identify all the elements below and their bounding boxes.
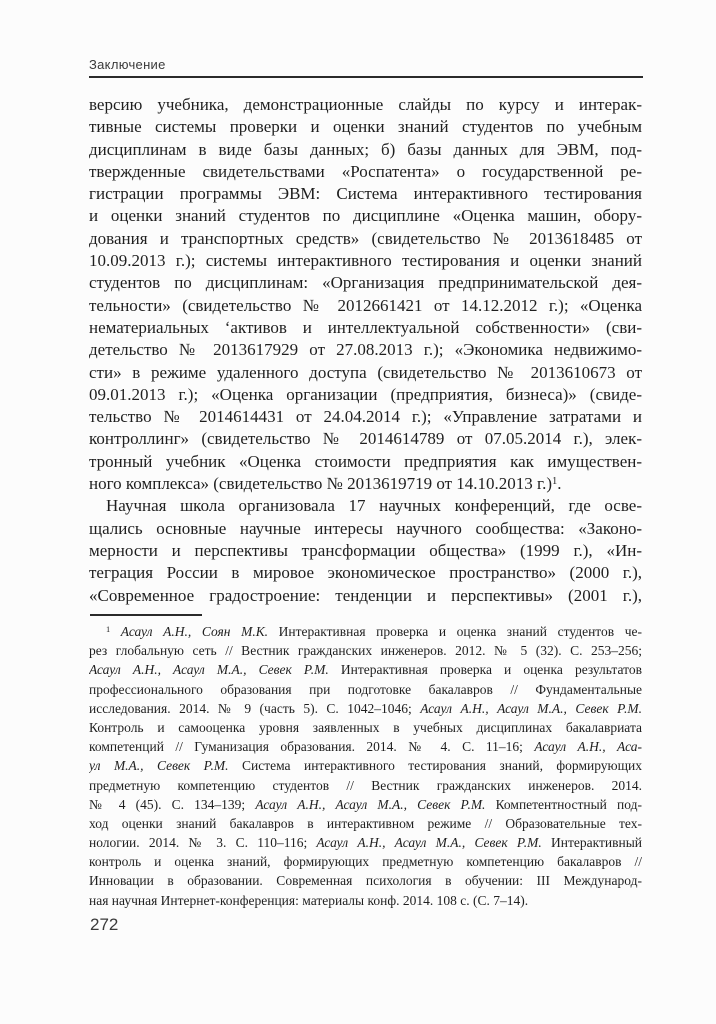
text-line	[89, 295, 642, 317]
text-segment: ного комплекса» (свидетельство № 2013619719 от 14.10.2013 г.)	[89, 474, 553, 494]
text-segment: и оценки знаний студентов по дисциплине «Оценка машин, обору-	[89, 206, 642, 226]
text-segment: Асаул А.Н., Асаул М.А., Севек Р.М.	[316, 835, 542, 851]
text-line	[89, 518, 642, 540]
text-line	[89, 585, 642, 607]
text-line	[89, 756, 642, 775]
text-segment: студентов по дисциплинам: «Организация предпринимательской дея-	[89, 273, 642, 293]
text-segment: рез глобальную сеть // Вестник гражданских инженеров. 2012. № 5 (32). С. 253–256;	[89, 643, 642, 659]
text-line	[89, 339, 642, 361]
text-segment: нологии. 2014. № 3. С. 110–116;	[89, 835, 317, 851]
text-line	[89, 228, 642, 250]
text-segment: щались основные научные интересы научного сообщества: «Законо-	[89, 518, 642, 538]
text-segment: Асаул А.Н., Асаул М.А., Севек Р.М.	[255, 796, 486, 812]
text-line	[89, 540, 642, 562]
text-line	[89, 406, 642, 428]
text-segment: Компетентностный под-	[485, 796, 642, 812]
text-line	[89, 317, 642, 339]
text-segment: .	[557, 474, 562, 494]
text-line	[89, 428, 642, 450]
footnote-marker: 1	[552, 476, 558, 488]
text-segment: Асаул А.Н., Аса-	[534, 739, 642, 755]
text-segment: Асаул А.Н., Асаул М.А., Севек Р.М.	[89, 662, 329, 678]
text-segment: Инновации в образовании. Современная психология в обучении: III Международ-	[89, 873, 642, 889]
page-number: 272	[90, 915, 119, 934]
text-segment: дования и транспортных средств» (свидетельство № 2013618485 от	[89, 228, 642, 248]
text-line	[89, 622, 642, 641]
text-segment: Асаул А.Н., Соян М.К.	[120, 624, 269, 639]
text-segment: мерности и перспективы трансформации общества» (1999 г.), «Ин-	[89, 540, 642, 560]
text-line	[89, 473, 642, 495]
text-line	[89, 795, 642, 814]
text-segment: № 4 (45). С. 134–139;	[89, 796, 256, 812]
footnote	[89, 622, 642, 910]
header-rule	[89, 76, 643, 78]
text-line	[89, 495, 642, 517]
text-line	[89, 139, 642, 161]
text-segment: Контроль и самооценка уровня заявленных в учебных дисциплинах бакалавриата	[89, 719, 642, 735]
text-line	[89, 699, 642, 718]
text-segment: ная научная Интернет-конференция: материалы конф. 2014. 108 с. (С. 7–14).	[89, 892, 529, 908]
text-line	[89, 362, 642, 384]
text-line	[89, 814, 642, 833]
text-line	[89, 891, 642, 910]
text-segment	[110, 624, 121, 639]
text-line	[89, 641, 642, 660]
text-segment: нематериальных ‘активов и интеллектуальной собственности» (сви-	[89, 317, 642, 337]
text-line	[89, 94, 642, 116]
text-segment: твержденные свидетельствами «Роспатента» о государственной ре-	[89, 161, 642, 181]
text-segment: Интерактивный	[541, 835, 642, 851]
text-segment: сти» в режиме удаленного доступа (свидетельство № 2013610673 от	[89, 362, 642, 382]
text-line	[89, 852, 642, 871]
text-segment: исследования. 2014. № 9 (часть 5). С. 1042–1046;	[89, 700, 421, 716]
text-segment: ход оценки знаний бакалавров в интерактивном режиме // Образовательные тех-	[89, 815, 642, 831]
text-segment: предметную компетенцию студентов // Вестник гражданских инженеров. 2014.	[89, 777, 642, 793]
footnote-separator	[90, 614, 202, 616]
text-segment: компетенций // Гуманизация образования. 2014. № 4. С. 11–16;	[89, 739, 535, 755]
text-segment: профессионального образования при подготовке бакалавров // Фундаментальные	[89, 681, 642, 697]
text-segment: 10.09.2013 г.); системы интерактивного тестирования и оценки знаний	[89, 251, 642, 271]
text-segment: контроль и оценка знаний, формирующих предметную компетенцию бакалавров //	[89, 854, 642, 870]
text-line	[89, 833, 642, 852]
text-line	[89, 161, 642, 183]
text-segment: «Современное градостроение: тенденции и перспективы» (2001 г.),	[89, 585, 642, 605]
text-line	[89, 272, 642, 294]
text-segment: тельности» (свидетельство № 2012661421 от 14.12.2012 г.); «Оценка	[89, 295, 642, 315]
text-line	[89, 776, 642, 795]
text-line	[89, 205, 642, 227]
text-segment: Интерактивная проверка и оценка знаний студентов че-	[268, 624, 642, 639]
text-segment: Интерактивная проверка и оценка результатов	[328, 662, 642, 678]
text-line	[89, 660, 642, 679]
text-segment: дисциплинам в виде базы данных; б) базы данных для ЭВМ, под-	[89, 139, 642, 159]
text-segment: 09.01.2013 г.); «Оценка организации (предприятия, бизнеса)» (свиде-	[89, 384, 642, 404]
text-line	[89, 680, 642, 699]
text-segment: ул М.А., Севек Р.М.	[89, 758, 229, 774]
text-segment: версию учебника, демонстрационные слайды по курсу и интерак-	[89, 95, 642, 114]
text-line	[89, 183, 642, 205]
text-line	[89, 562, 642, 584]
text-line	[89, 250, 642, 272]
text-segment: тивные системы проверки и оценки знаний студентов по учебным	[89, 117, 642, 137]
text-line	[89, 871, 642, 890]
body-text	[89, 94, 642, 607]
text-segment: Асаул А.Н., Асаул М.А., Севек Р.М.	[420, 700, 642, 716]
text-segment: Научная школа организовала 17 научных конференций, где осве-	[106, 496, 642, 516]
text-segment: теграция России в мировое экономическое пространство» (2000 г.),	[89, 563, 642, 583]
text-segment: контроллинг» (свидетельство № 2014614789 от 07.05.2014 г.), элек-	[89, 429, 642, 449]
text-line	[89, 384, 642, 406]
footnote-marker: 1	[106, 625, 111, 635]
text-line	[89, 116, 642, 138]
text-segment: тронный учебник «Оценка стоимости предприятия как имуществен-	[89, 451, 642, 471]
text-line	[89, 451, 642, 473]
running-header: Заключение	[89, 57, 166, 72]
text-segment: Система интерактивного тестирования знаний, формирующих	[228, 758, 642, 774]
text-segment: тельство № 2014614431 от 24.04.2014 г.); «Управление затратами и	[89, 407, 642, 427]
text-line	[89, 737, 642, 756]
text-line	[89, 718, 642, 737]
text-segment: детельство № 2013617929 от 27.08.2013 г.); «Экономика недвижимо-	[89, 340, 642, 360]
text-segment: гистрации программы ЭВМ: Система интерактивного тестирования	[89, 184, 642, 204]
